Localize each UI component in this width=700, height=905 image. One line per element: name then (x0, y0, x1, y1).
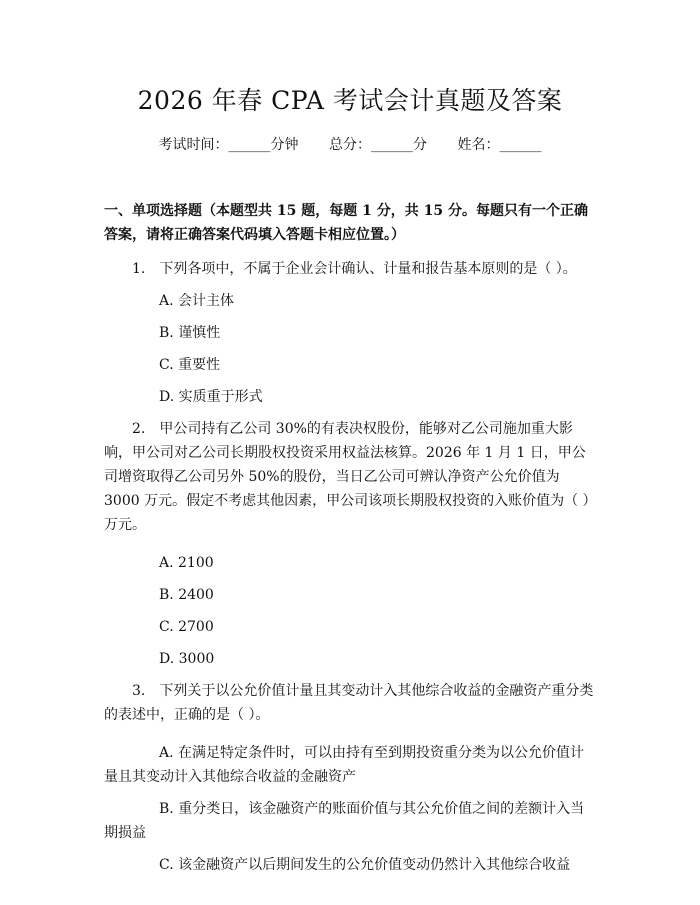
question-2-option-d: D. 3000 (159, 651, 215, 667)
question-3-option-a: A. 在满足特定条件时，可以由持有至到期投资重分类为以公允价值计量且其变动计入其他综合收益的金融资产 (104, 745, 585, 785)
question-1-option-c: C. 重要性 (159, 357, 221, 373)
question-2-option-a: A. 2100 (159, 555, 214, 571)
exam-time: 考试时间：______分钟 (158, 137, 299, 153)
question-2-stem: 2. 甲公司持有乙公司 30%的有表决权股份，能够对乙公司施加重大影响，甲公司对乙公司长期股权投资采用权益法核算。2026 年 1 月 1 日，甲公司增资取得乙公司另外 50%的股份，当日乙公司可辨认净资产公允价值为 3000 万元。假定不考虑其他因素，甲公司该项长期股权投资的入账价值为（ ）万元。 (104, 421, 590, 533)
question-1-option-a: A. 会计主体 (159, 293, 235, 309)
question-3-option-b: B. 重分类日，该金融资产的账面价值与其公允价值之间的差额计入当期损益 (104, 801, 585, 841)
question-1-option-d: D. 实质重于形式 (159, 389, 263, 405)
exam-meta (104, 135, 596, 155)
question-1-stem: 1. 下列各项中，不属于企业会计确认、计量和报告基本原则的是（ ）。 (132, 261, 577, 277)
question-3-option-c: C. 该金融资产以后期间发生的公允价值变动仍然计入其他综合收益 (159, 857, 571, 873)
question-1-option-b: B. 谨慎性 (159, 325, 221, 341)
question-2-option-c: C. 2700 (159, 619, 214, 635)
question-2-option-b: B. 2400 (159, 587, 214, 603)
exam-total-score: 总分：______分 (329, 137, 427, 153)
question-3-stem: 3. 下列关于以公允价值计量且其变动计入其他综合收益的金融资产重分类的表述中，正确的是（ ）。 (104, 683, 594, 723)
page-title: 2026 年春 CPA 考试会计真题及答案 (137, 86, 563, 115)
section-heading: 一、单项选择题（本题型共 15 题，每题 1 分，共 15 分。每题只有一个正确答案，请将正确答案代码填入答题卡相应位置。） (104, 203, 588, 243)
exam-name-field: 姓名：______ (457, 137, 542, 153)
